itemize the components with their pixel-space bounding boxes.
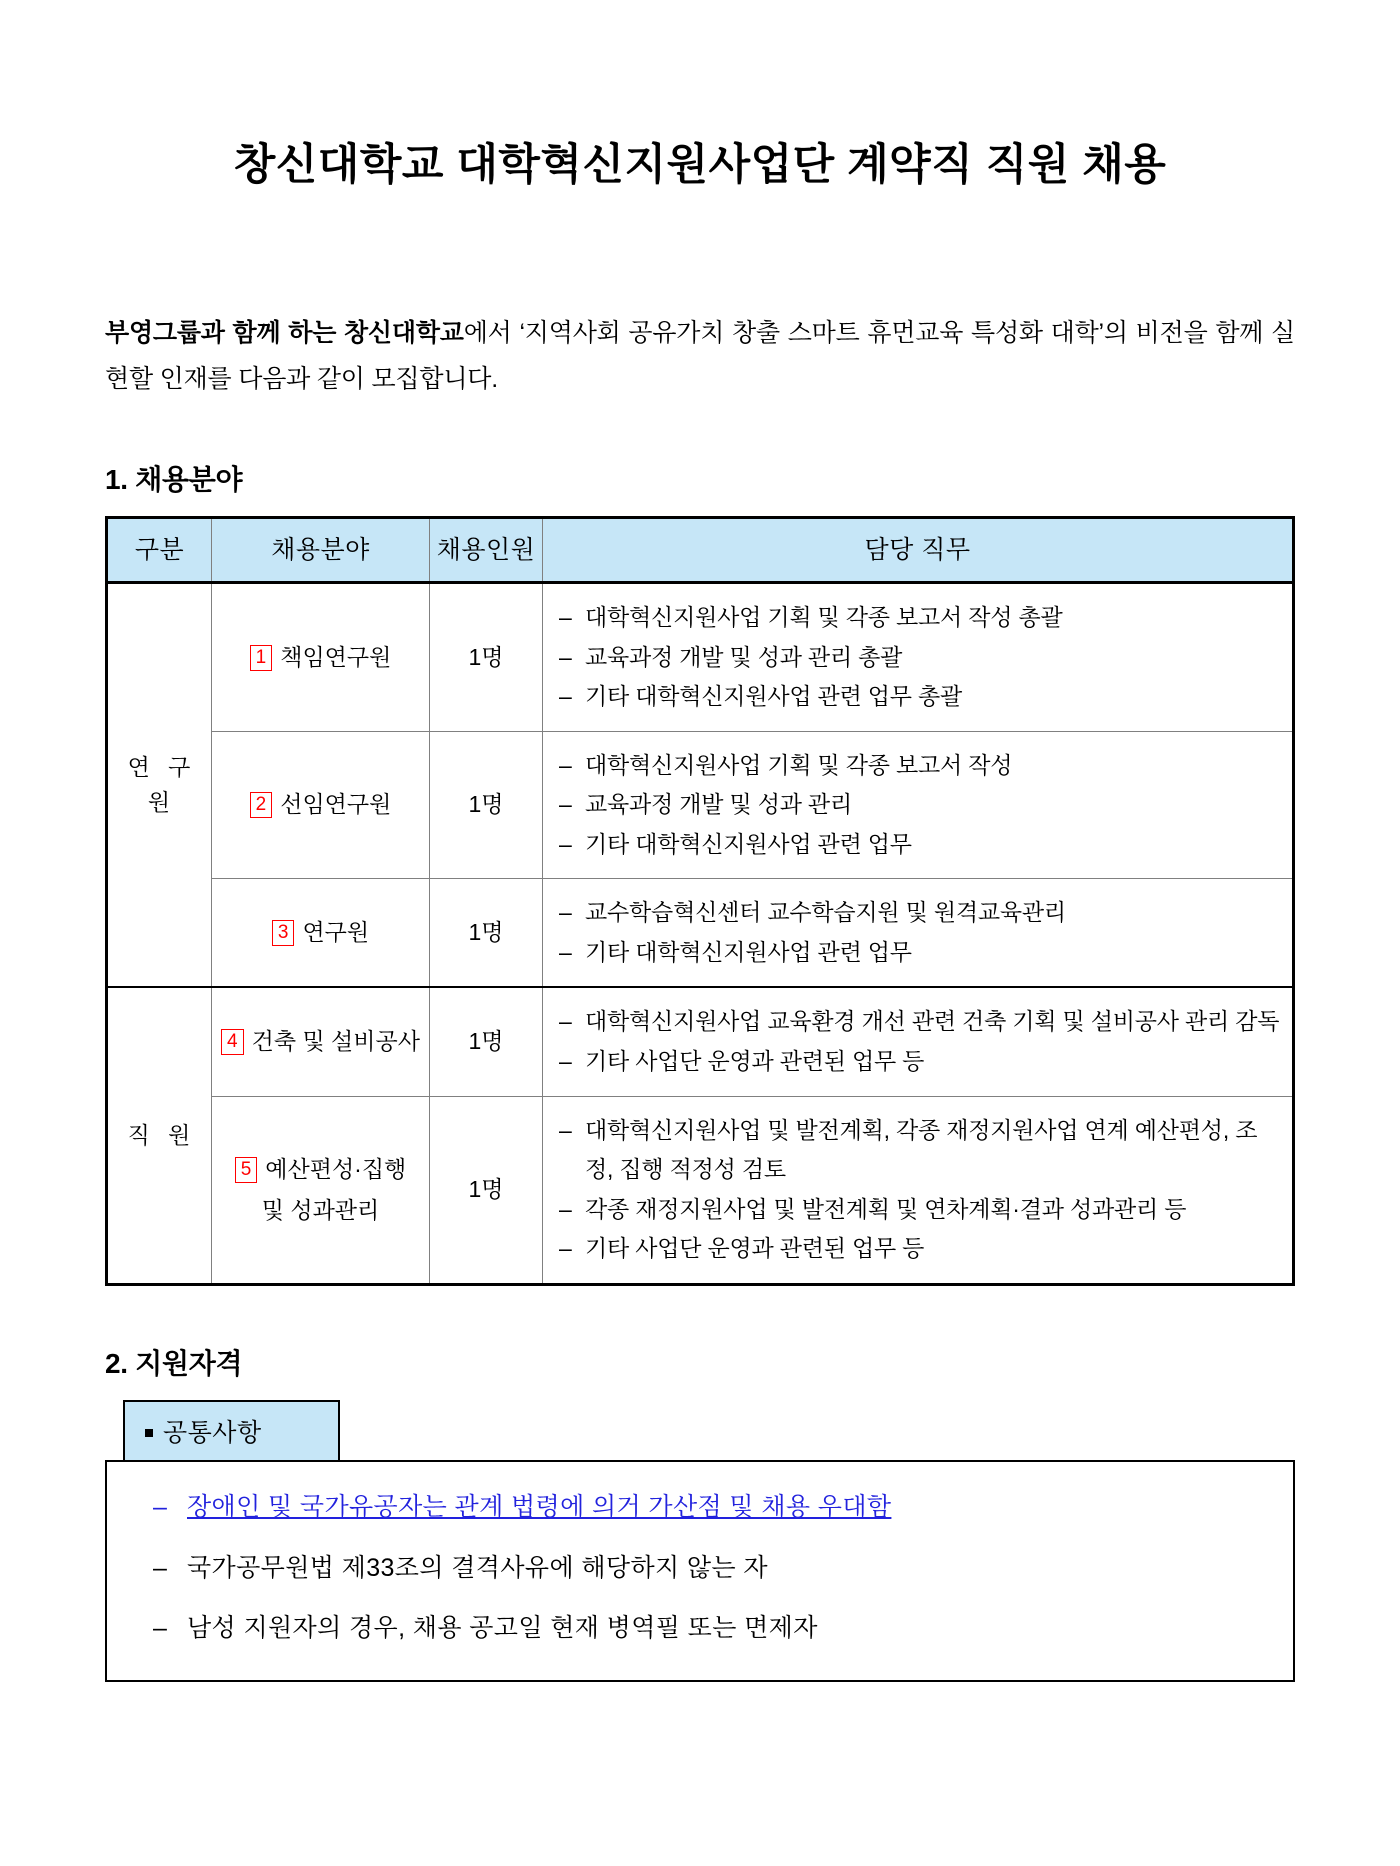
field-cell — [212, 731, 430, 879]
duty-item: – 각종 재정지원사업 및 발전계획 및 연차계획·결과 성과관리 등 — [559, 1190, 1282, 1230]
column-header-duty: 담당 직무 — [543, 518, 1294, 583]
duty-cell — [543, 879, 1294, 988]
number-badge: 1 — [250, 645, 273, 671]
field-cell — [212, 583, 430, 732]
duty-item: – 교육과정 개발 및 성과 관리 총괄 — [559, 638, 1282, 678]
duty-cell — [543, 987, 1294, 1096]
duty-cell — [543, 731, 1294, 879]
duty-item: – 대학혁신지원사업 기획 및 각종 보고서 작성 총괄 — [559, 598, 1282, 638]
table-row — [107, 583, 1294, 732]
field-label: 예산편성·집행 — [265, 1156, 407, 1183]
duty-cell — [543, 1096, 1294, 1284]
field-label: 선임연구원 — [280, 791, 392, 818]
section-1-heading: 1. 채용분야 — [105, 464, 243, 496]
field-cell — [212, 987, 430, 1096]
field-label-line-2: 및 성과관리 — [261, 1196, 380, 1223]
group-label-researcher: 연 구 원 — [107, 583, 212, 988]
field-label: 책임연구원 — [280, 643, 392, 670]
duty-list — [559, 746, 1282, 865]
duty-item: – 기타 사업단 운영과 관련된 업무 등 — [559, 1042, 1282, 1082]
common-requirements-tab — [123, 1400, 340, 1462]
section-2-heading: 2. 지원자격 — [105, 1347, 243, 1379]
field-label-line-1 — [218, 1149, 423, 1189]
table-row — [107, 879, 1294, 988]
table-row — [107, 731, 1294, 879]
count-cell: 1명 — [430, 1096, 543, 1284]
square-bullet-icon — [145, 1429, 153, 1437]
duty-item: – 기타 대학혁신지원사업 관련 업무 — [559, 825, 1282, 865]
duty-item: – 대학혁신지원사업 및 발전계획, 각종 재정지원사업 연계 예산편성, 조정, 집행 적정성 검토 — [559, 1111, 1282, 1190]
duty-list — [559, 893, 1282, 972]
duty-item: – 기타 사업단 운영과 관련된 업무 등 — [559, 1229, 1282, 1269]
table-head — [107, 518, 1294, 583]
intro-paragraph — [105, 310, 1295, 403]
field-label: 연구원 — [302, 919, 370, 946]
recruitment-table — [105, 516, 1295, 1286]
duty-item: – 기타 대학혁신지원사업 관련 업무 — [559, 933, 1282, 973]
intro-rest-text: 에서 ‘지역사회 공유가치 창출 스마트 휴먼교육 특성화 대학’의 비전을 함께 실현할 인재를 다음과 같이 모집합니다. — [105, 318, 1295, 393]
number-badge: 2 — [250, 792, 273, 818]
duty-item: – 대학혁신지원사업 교육환경 개선 관련 건축 기획 및 설비공사 관리 감독 — [559, 1002, 1282, 1042]
duty-list — [559, 1002, 1282, 1081]
column-header-count: 채용인원 — [430, 518, 543, 583]
table-row — [107, 987, 1294, 1096]
number-badge: 5 — [235, 1157, 258, 1183]
duty-list — [559, 1111, 1282, 1269]
duty-item: – 대학혁신지원사업 기획 및 각종 보고서 작성 — [559, 746, 1282, 786]
count-cell: 1명 — [430, 987, 543, 1096]
number-badge: 4 — [221, 1029, 244, 1055]
field-label: 건축 및 설비공사 — [251, 1028, 420, 1055]
qualification-list — [153, 1488, 1263, 1648]
count-cell: 1명 — [430, 583, 543, 732]
qualification-item: – 국가공무원법 제33조의 결격사유에 해당하지 않는 자 — [153, 1549, 1263, 1588]
qualification-item: – 남성 지원자의 경우, 채용 공고일 현재 병역필 또는 면제자 — [153, 1609, 1263, 1648]
table-header-row — [107, 518, 1294, 583]
intro-bold-text: 부영그룹과 함께 하는 창신대학교 — [105, 318, 464, 347]
duty-item: – 기타 대학혁신지원사업 관련 업무 총괄 — [559, 677, 1282, 717]
duty-item: – 교육과정 개발 및 성과 관리 — [559, 785, 1282, 825]
qualification-item-link[interactable]: – 장애인 및 국가유공자는 관계 법령에 의거 가산점 및 채용 우대함 — [153, 1488, 1263, 1527]
table-body — [107, 583, 1294, 1285]
common-requirements-label: 공통사항 — [163, 1418, 262, 1447]
count-cell: 1명 — [430, 879, 543, 988]
column-header-gubun: 구분 — [107, 518, 212, 583]
page-title: 창신대학교 대학혁신지원사업단 계약직 직원 채용 — [233, 141, 1167, 189]
count-cell: 1명 — [430, 731, 543, 879]
duty-cell — [543, 583, 1294, 732]
number-badge: 3 — [272, 920, 295, 946]
duty-item: – 교수학습혁신센터 교수학습지원 및 원격교육관리 — [559, 893, 1282, 933]
table-row — [107, 1096, 1294, 1284]
qualification-box — [105, 1460, 1295, 1682]
field-cell — [212, 879, 430, 988]
field-cell — [212, 1096, 430, 1284]
group-label-staff: 직 원 — [107, 987, 212, 1284]
column-header-field: 채용분야 — [212, 518, 430, 583]
duty-list — [559, 598, 1282, 717]
